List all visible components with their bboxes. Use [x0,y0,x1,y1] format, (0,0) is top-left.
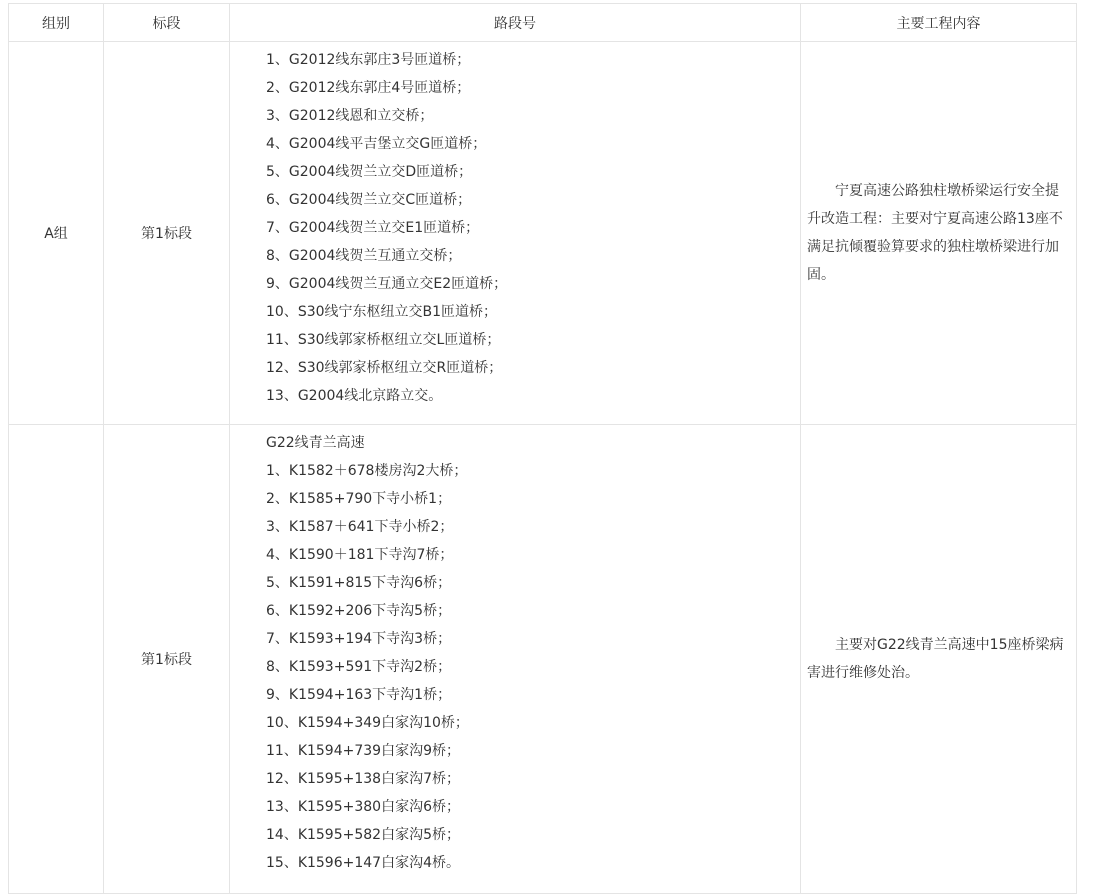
cell-content: 主要对G22线青兰高速中15座桥梁病害进行维修处治。 [801,425,1077,894]
cell-section: 第1标段 [104,425,230,894]
table-header-row [9,4,1077,42]
route-line: 6、G2004线贺兰立交C匝道桥； [266,192,472,208]
route-line: 5、K1591+815下寺沟6桥； [266,575,452,591]
header-section: 标段 [104,4,230,42]
route-line: 7、K1593+194下寺沟3桥； [266,631,452,647]
route-line: 5、G2004线贺兰立交D匝道桥； [266,164,473,180]
header-group: 组别 [9,4,104,42]
route-line: 13、G2004线北京路立交。 [266,388,443,404]
route-line: 4、G2004线平吉堡立交G匝道桥； [266,136,487,152]
route-line: 1、K1582＋678楼房沟2大桥； [266,463,468,479]
route-line: 15、K1596+147白家沟4桥。 [266,855,460,871]
route-line: 3、G2012线恩和立交桥； [266,108,434,124]
route-line: 4、K1590＋181下寺沟7桥； [266,547,454,563]
route-line: 11、K1594+739白家沟9桥； [266,743,460,759]
table-row [9,425,1077,894]
route-line: 12、K1595+138白家沟7桥； [266,771,460,787]
project-table [8,3,1077,894]
route-line: 13、K1595+380白家沟6桥； [266,799,460,815]
route-line: 8、K1593+591下寺沟2桥； [266,659,452,675]
route-line: 2、G2012线东郭庄4号匝道桥； [266,80,471,96]
route-line: 10、K1594+349白家沟10桥； [266,715,469,731]
cell-group [9,425,104,894]
route-line: 7、G2004线贺兰立交E1匝道桥； [266,220,480,236]
project-table-container [8,3,1076,894]
route-line: 1、G2012线东郭庄3号匝道桥； [266,52,471,68]
route-line: 6、K1592+206下寺沟5桥； [266,603,452,619]
header-content: 主要工程内容 [801,4,1077,42]
route-line: 9、K1594+163下寺沟1桥； [266,687,452,703]
route-line: 10、S30线宁东枢纽立交B1匝道桥； [266,304,498,320]
cell-group: A组 [9,42,104,425]
route-line: 3、K1587＋641下寺小桥2； [266,519,454,535]
table-row [9,42,1077,425]
cell-content: 宁夏高速公路独柱墩桥梁运行安全提升改造工程：主要对宁夏高速公路13座不满足抗倾覆验算要求的独柱墩桥梁进行加固。 [801,42,1077,425]
cell-section: 第1标段 [104,42,230,425]
cell-routes [230,42,801,425]
cell-routes [230,425,801,894]
route-line: 9、G2004线贺兰互通立交E2匝道桥； [266,276,508,292]
route-line: 8、G2004线贺兰互通立交桥； [266,248,462,264]
route-line: 11、S30线郭家桥枢纽立交L匝道桥； [266,332,501,348]
header-route: 路段号 [230,4,801,42]
route-line: 14、K1595+582白家沟5桥； [266,827,460,843]
route-line: G22线青兰高速 [266,435,365,451]
route-line: 12、S30线郭家桥枢纽立交R匝道桥； [266,360,503,376]
route-line: 2、K1585+790下寺小桥1； [266,491,452,507]
